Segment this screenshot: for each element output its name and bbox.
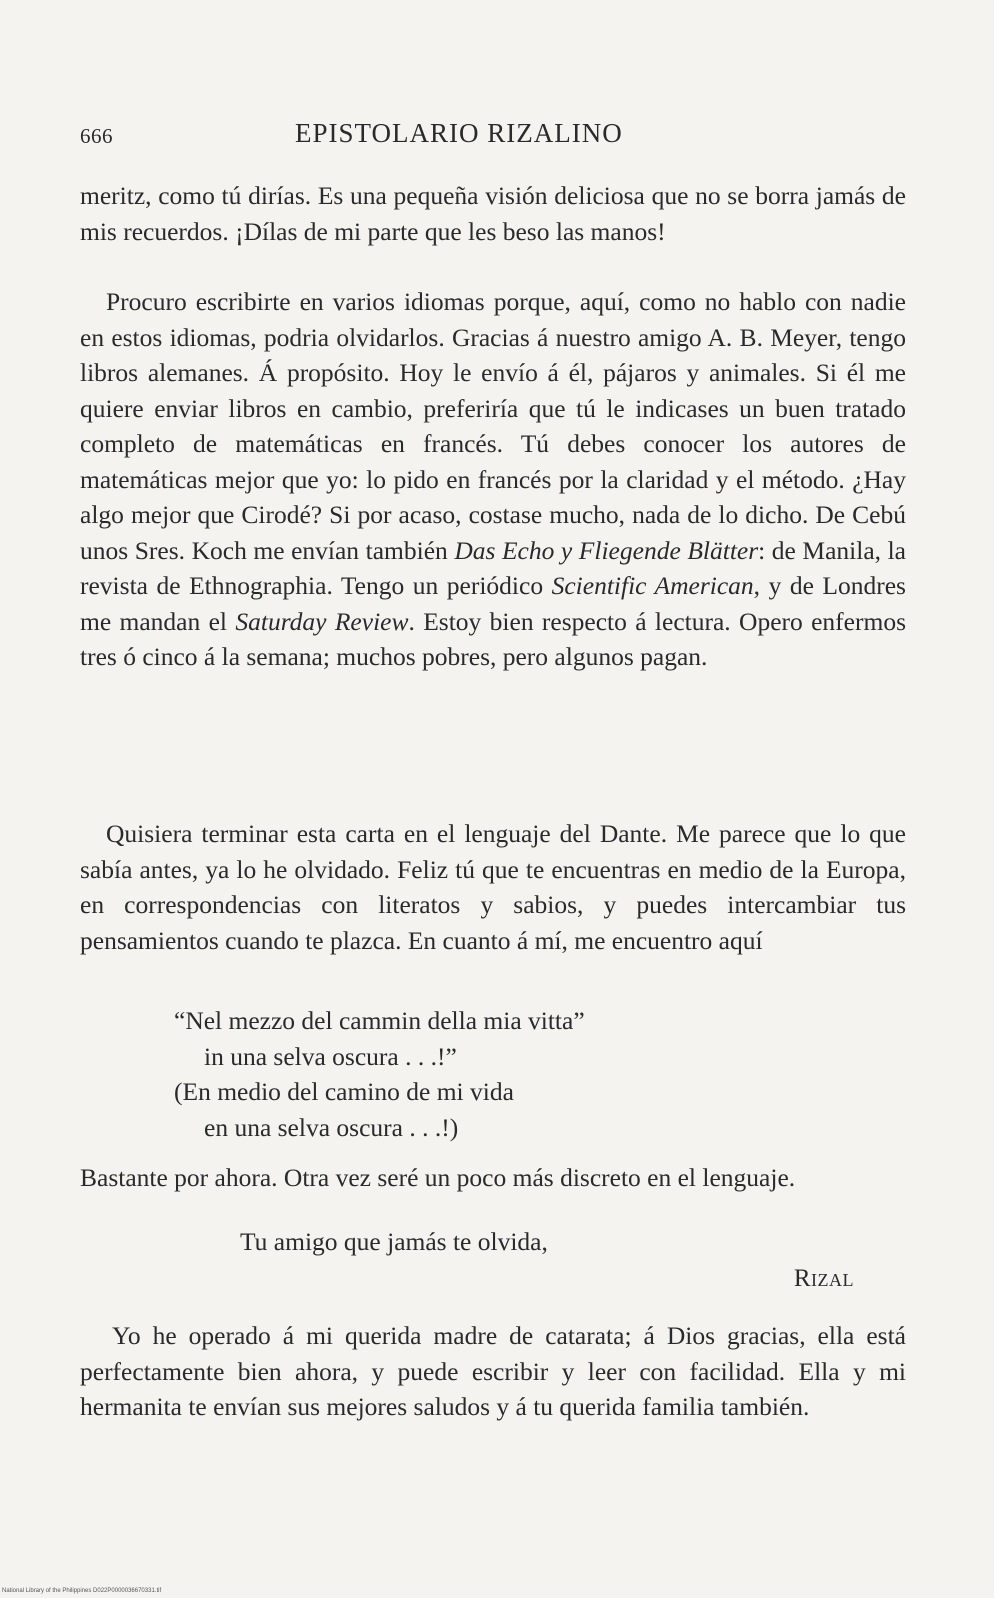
verse-quotation <box>174 1003 585 1145</box>
paragraph-4: Bastante por ahora. Otra vez seré un poco más discreto en el lenguaje. <box>80 1163 796 1192</box>
periodical-title-saturday-review: Saturday Review <box>235 606 409 636</box>
paragraph-2-part-c: , y de Londres me mandan el <box>80 571 906 636</box>
scan-source-footer: National Library of the Philippines D022P0000036670331.tif <box>2 1588 162 1594</box>
verse-line: (En medio del camino de mi vida <box>174 1077 514 1106</box>
verse-line: en una selva oscura . . .!) <box>204 1112 459 1142</box>
postscript-paragraph: Yo he operado á mi querida madre de catarata; á Dios gracias, ella está perfectamente bien ahora, y puede escribir y leer con facilidad. Ella y mi hermanita te envían sus mejores saludos y á tu querida familia también. <box>80 1321 906 1421</box>
paragraph-3: Quisiera terminar esta carta en el lenguaje del Dante. Me parece que lo que sabía antes, ya lo he olvidado. Feliz tú que te encuentras en medio de la Europa, en correspondencias con literatos y sabios, y puedes intercambiar tus pensamientos cuando te plazca. En cuanto á mí, me encuentro aquí <box>80 819 906 955</box>
page-header <box>80 118 910 158</box>
paragraph-2-part-d: . Estoy bien respecto á lectura. Opero enfermos tres ó cinco á la semana; muchos pobres, pero algunos pagan. <box>80 606 906 671</box>
paragraph-2-part-a: Procuro escribirte en varios idiomas porque, aquí, como no hablo con nadie en estos idiomas, podria olvidarlos. Gracias á nuestro amigo A. B. Meyer, tengo libros alemanes. Á propósito. Hoy le envío á él, pájaros y animales. Si él me quiere enviar libros en cambio, preferiría que tú le indicases un buen tratado completo de matemáticas en francés. Tú debes conocer los autores de matemáticas mejor que yo: lo pido en francés por la claridad y el método. ¿Hay algo mejor que Cirodé? Si por acaso, costase mucho, nada de lo dicho. De Cebú unos Sres. Koch me envían también <box>80 287 906 565</box>
paragraph-1: meritz, como tú dirías. Es una pequeña visión deliciosa que no se borra jamás de mis recuerdos. ¡Dílas de mi parte que les beso las manos! <box>80 181 906 246</box>
periodical-title-das-echo: Das Echo y Fliegende Blätter <box>454 535 759 565</box>
signature: Rizal <box>793 1265 854 1292</box>
paragraph-2 <box>80 284 906 675</box>
page-number: 666 <box>80 124 113 148</box>
paragraph-2-part-b: : de Manila, la revista de Ethnographia. Tengo un periódico <box>80 535 906 600</box>
verse-line: in una selva oscura . . .!” <box>204 1041 457 1071</box>
letter-closing: Tu amigo que jamás te olvida, <box>240 1227 548 1256</box>
periodical-title-scientific-american: Scientific American <box>551 571 754 600</box>
verse-line: “Nel mezzo del cammin della mia vitta” <box>174 1006 585 1035</box>
running-title: EPISTOLARIO RIZALINO <box>295 118 623 148</box>
